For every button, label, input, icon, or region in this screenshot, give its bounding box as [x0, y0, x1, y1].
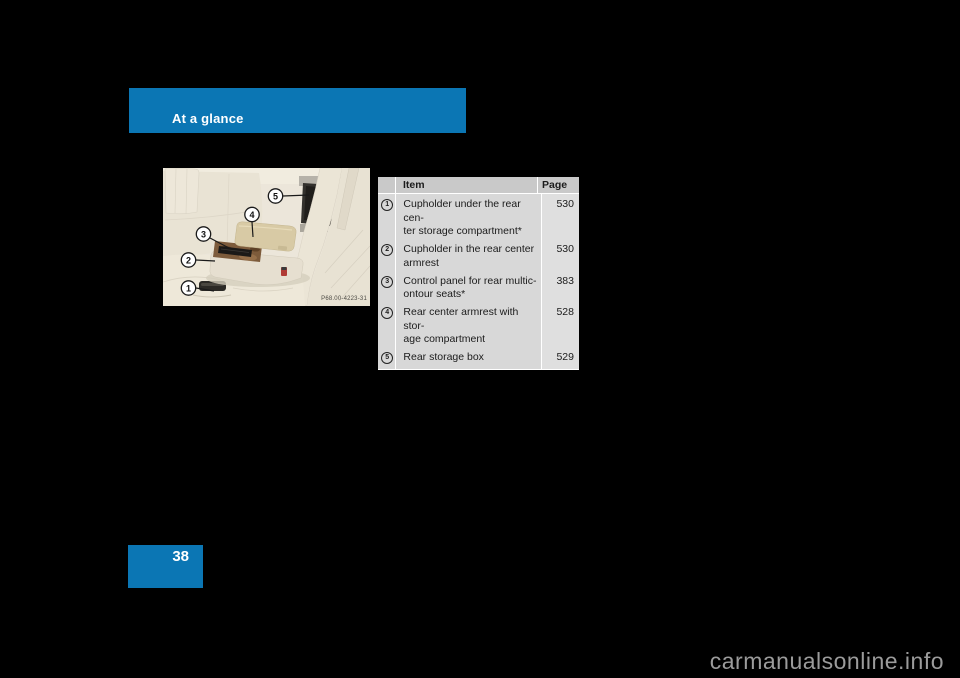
item-text-line2: ontour seats* [403, 288, 466, 300]
item-text [396, 351, 542, 365]
callout-5 [268, 189, 282, 203]
item-text-line1: Cupholder under the rear cen- [403, 198, 521, 224]
item-text-line1: Cupholder in the rear center [403, 243, 535, 255]
item-text [396, 275, 542, 302]
item-text [396, 243, 542, 270]
item-number-badge: 5 [381, 352, 393, 364]
item-number-badge: 4 [381, 307, 393, 319]
item-page-number: 530 [556, 198, 574, 210]
item-page-number: 529 [556, 351, 574, 363]
item-text-line2: armrest [403, 256, 439, 269]
header-item-label: Item [396, 177, 538, 193]
page-number: 38 [172, 548, 189, 565]
header-number-column [378, 177, 396, 193]
item-text-line1: Rear storage box [403, 351, 484, 363]
table-header [378, 177, 579, 194]
table-row [378, 275, 579, 302]
callout-1 [181, 281, 195, 295]
svg-text:2: 2 [185, 255, 192, 266]
items-table [378, 177, 579, 370]
chapter-header-bar [129, 88, 466, 133]
item-number-badge: 2 [381, 244, 393, 256]
item-page-number: 383 [556, 274, 574, 287]
item-text [396, 306, 542, 347]
svg-text:4: 4 [249, 209, 255, 220]
header-page-label: Page [542, 179, 568, 191]
figure-caption: P68.00-4223-31 [321, 296, 367, 302]
item-text [396, 198, 542, 239]
callout-2 [181, 253, 195, 267]
table-row [378, 306, 579, 347]
item-number-badge: 3 [381, 276, 393, 288]
item-number-badge: 1 [381, 199, 393, 211]
item-page-number: 528 [556, 306, 574, 318]
table-row [378, 198, 579, 239]
table-body [378, 194, 579, 370]
item-text-line1: Control panel for rear multic- [403, 274, 537, 287]
item-page-number: 530 [556, 243, 574, 255]
watermark: carmanualsonline.info [709, 648, 944, 674]
belt-buckle [281, 267, 287, 276]
rear-seat-illustration [163, 168, 370, 306]
svg-text:1: 1 [185, 283, 192, 294]
table-row [378, 351, 579, 365]
figure-rear-seat [163, 168, 370, 306]
page-number-tab [128, 545, 203, 588]
table-row [378, 243, 579, 270]
chapter-title: At a glance [172, 111, 244, 126]
callout-4 [245, 207, 259, 221]
item-text-line2: age compartment [403, 333, 486, 345]
svg-text:5: 5 [272, 191, 279, 202]
item-text-line1: Rear center armrest with stor- [403, 306, 519, 332]
item-text-line2: ter storage compartment* [403, 225, 522, 237]
callout-3 [196, 227, 210, 241]
svg-text:3: 3 [200, 229, 207, 240]
